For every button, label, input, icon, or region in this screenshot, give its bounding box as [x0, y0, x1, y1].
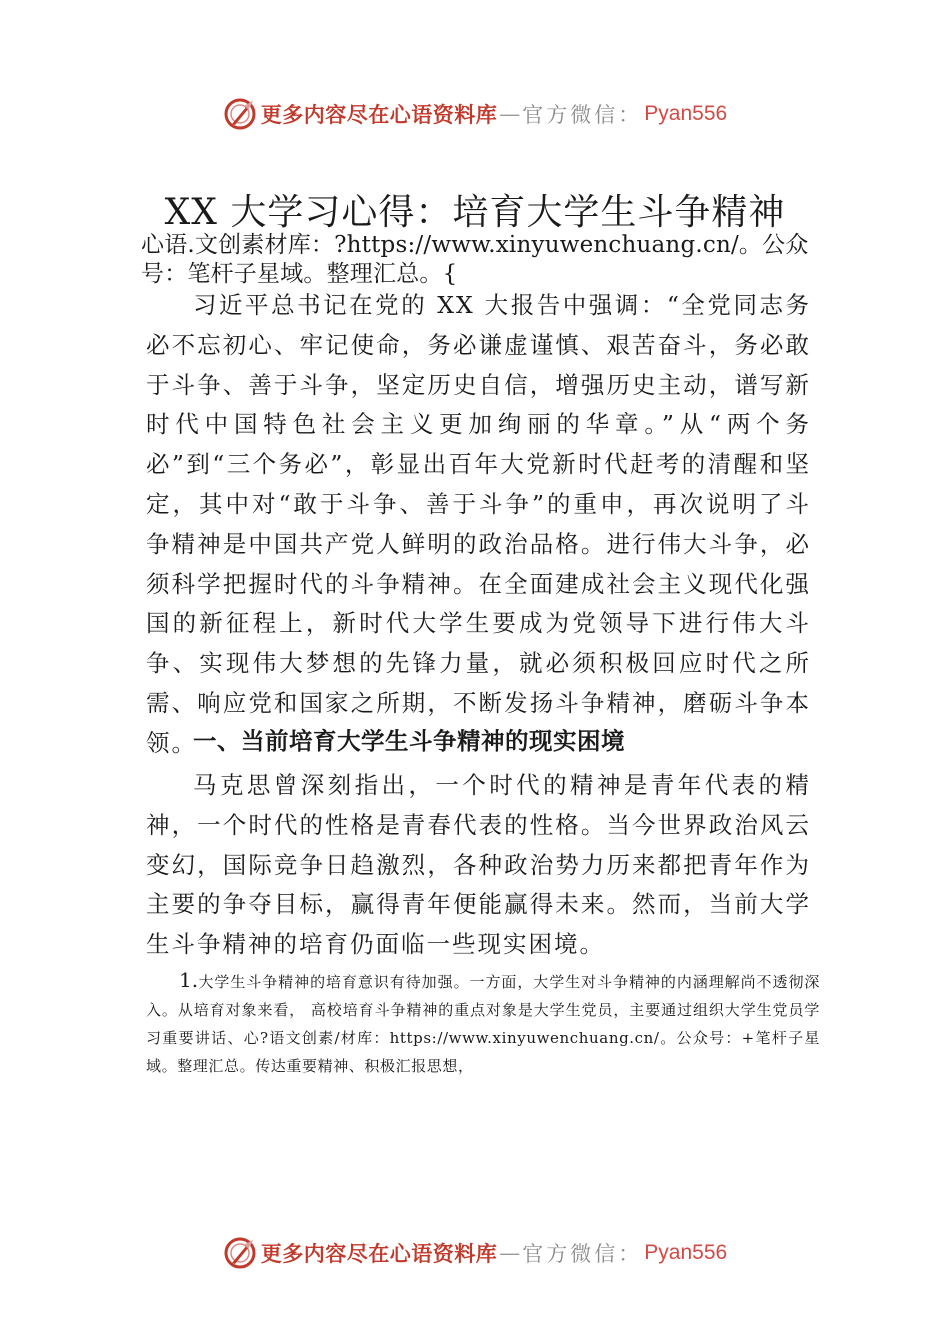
banner-dash: — — [499, 102, 521, 126]
section-heading-1: 一、当前培育大学生斗争精神的现实困境 — [193, 727, 625, 755]
banner-wechat-id: Pyan556 — [644, 102, 728, 125]
list-item-text: 大学生斗争精神的培育意识有待加强。一方面，大学生对斗争精神的内涵理解尚不透彻深入。从培育对象来看， 高校培育斗争精神的重点对象是大学生党员，主要通过组织大学生党员学习重要讲话、心?语文创素/材库：https://www.xinyuwenchuang.cn/。公众号：+笔杆子星域。整理汇总。传达重要精神、积极汇报思想， — [146, 973, 820, 1075]
quill-logo-icon — [223, 1236, 257, 1270]
header-banner — [0, 94, 950, 134]
section-paragraph: 马克思曾深刻指出，一个时代的精神是青年代表的精神，一个时代的性格是青春代表的性格。当今世界政治风云变幻，国际竞争日趋激烈，各种政治势力历来都把青年作为主要的争夺目标，赢得青年便能赢得未来。然而，当前大学生斗争精神的培育仍面临一些现实困境。 — [146, 771, 811, 959]
banner-wechat-label: 官方微信： — [522, 1242, 643, 1266]
source-note: 心语.文创素材库：?https://www.xinyuwenchuang.cn/。公众号：笔杆子星域。整理汇总。{ — [141, 232, 809, 287]
banner-wechat-id: Pyan556 — [644, 1241, 728, 1264]
banner-brand-text: 更多内容尽在心语资料库 — [260, 102, 498, 127]
banner-brand-text: 更多内容尽在心语资料库 — [260, 1241, 498, 1266]
quill-logo-icon — [223, 97, 257, 131]
banner-wechat-label: 官方微信： — [522, 103, 643, 127]
footer-banner — [0, 1233, 950, 1273]
banner-dash: — — [499, 1241, 521, 1265]
document-title: XX 大学习心得：培育大学生斗争精神 — [164, 192, 786, 233]
list-item-1 — [146, 966, 820, 1080]
list-item-number: 1. — [179, 968, 199, 992]
intro-paragraph: 习近平总书记在党的 XX 大报告中强调：“全党同志务必不忘初心、牢记使命，务必谦虚谨慎、艰苦奋斗，务必敢于斗争、善于斗争，坚定历史自信，增强历史主动，谱写新时代中国特色社会主义更加绚丽的华章。”从“两个务必”到“三个务必”，彰显出百年大党新时代赶考的清醒和坚定，其中对“敢于斗争、善于斗争”的重申，再次说明了斗争精神是中国共产党人鲜明的政治品格。进行伟大斗争，必须科学把握时代的斗争精神。在全面建成社会主义现代化强国的新征程上，新时代大学生要成为党领导下进行伟大斗争、实现伟大梦想的先锋力量，就必须积极回应时代之所需、响应党和国家之所期，不断发扬斗争精神，磨砺斗争本领。 — [146, 291, 811, 757]
